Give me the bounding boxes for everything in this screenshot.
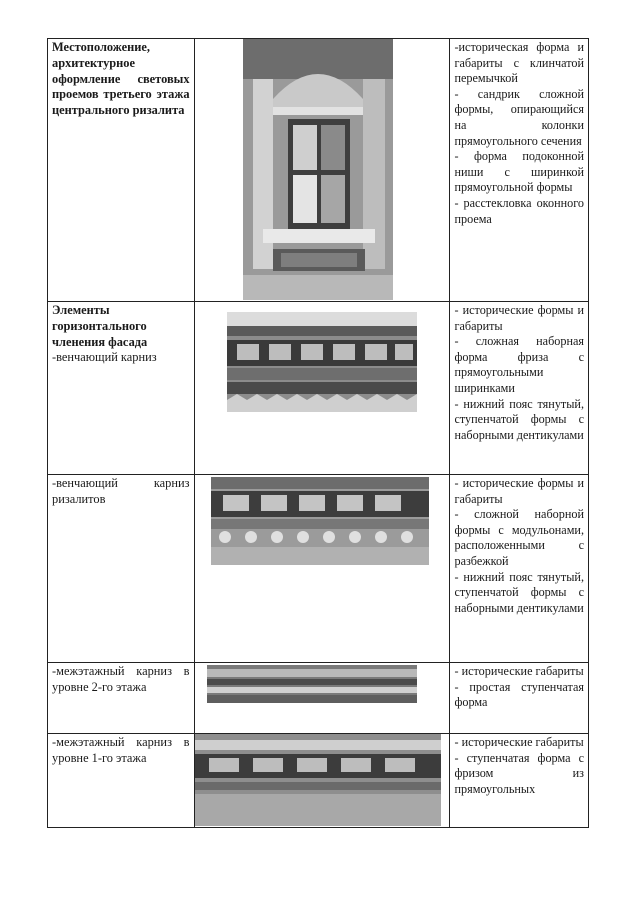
table-row bbox=[48, 475, 589, 663]
row-5-subtitle: -межэтажный карниз в уровне 1-го этажа bbox=[52, 735, 190, 765]
row-4-description bbox=[48, 663, 195, 734]
table-row bbox=[48, 734, 589, 828]
list-item: - сандрик сложной формы, опирающийся на колонки прямоугольного сечения bbox=[454, 86, 584, 148]
interfloor-cornice-1-photo bbox=[195, 734, 441, 826]
window-photo bbox=[243, 39, 393, 300]
risalit-cornice-photo bbox=[211, 477, 429, 565]
list-item: - исторические габариты bbox=[454, 735, 584, 749]
row-1-photo-cell bbox=[194, 39, 450, 302]
list-item: - сложная наборная форма фриза с прямоугольными ширинками bbox=[454, 334, 584, 395]
row-2-description bbox=[48, 302, 195, 475]
list-item: - нижний пояс тянутый, ступенчатой формы с наборными дентикулами bbox=[454, 396, 584, 442]
row-3-subtitle: -венчающий карниз ризалитов bbox=[52, 476, 190, 506]
interfloor-cornice-2-photo bbox=[207, 665, 417, 703]
row-1-description bbox=[48, 39, 195, 302]
cornice-photo bbox=[227, 312, 417, 412]
list-item: - простая ступенчатая форма bbox=[454, 679, 584, 710]
list-item: - сложной наборной формы с модульонами, расположенными с разбежкой bbox=[454, 507, 584, 568]
list-item: - ступенчатая форма с фризом из прямоугольных bbox=[454, 750, 584, 796]
row-2-characteristics bbox=[450, 302, 589, 475]
list-item: - исторические формы и габариты bbox=[454, 476, 584, 506]
row-4-subtitle: -межэтажный карниз в уровне 2-го этажа bbox=[52, 664, 190, 694]
row-4-photo-cell bbox=[194, 663, 450, 734]
row-1-title: Местоположение, архитектурное оформление световых проемов третьего этажа центрального ризалита bbox=[52, 40, 190, 118]
row-2-photo-cell bbox=[194, 302, 450, 475]
row-3-description bbox=[48, 475, 195, 663]
row-5-photo-cell bbox=[194, 734, 450, 828]
list-item: - нижний пояс тянутый, ступенчатой формы с наборными дентикулами bbox=[454, 569, 584, 615]
document-table bbox=[47, 38, 589, 828]
row-4-characteristics bbox=[450, 663, 589, 734]
list-item: - расстекловка оконного проема bbox=[454, 195, 584, 226]
table-row bbox=[48, 302, 589, 475]
row-3-characteristics bbox=[450, 475, 589, 663]
row-2-subtitle: -венчающий карниз bbox=[52, 350, 157, 365]
row-2-title: Элементы горизонтального членения фасада bbox=[52, 303, 148, 349]
row-1-characteristics bbox=[450, 39, 589, 302]
list-item: - форма подоконной ниши с ширинкой прямоугольной формы bbox=[454, 149, 584, 195]
list-item: - исторические формы и габариты bbox=[454, 303, 584, 333]
table-row bbox=[48, 39, 589, 302]
row-3-photo-cell bbox=[194, 475, 450, 663]
row-5-description bbox=[48, 734, 195, 828]
table-row bbox=[48, 663, 589, 734]
row-5-characteristics bbox=[450, 734, 589, 828]
list-item: -историческая форма и габариты с клинчатой перемычкой bbox=[454, 40, 584, 86]
list-item: - исторические габариты bbox=[454, 664, 584, 678]
